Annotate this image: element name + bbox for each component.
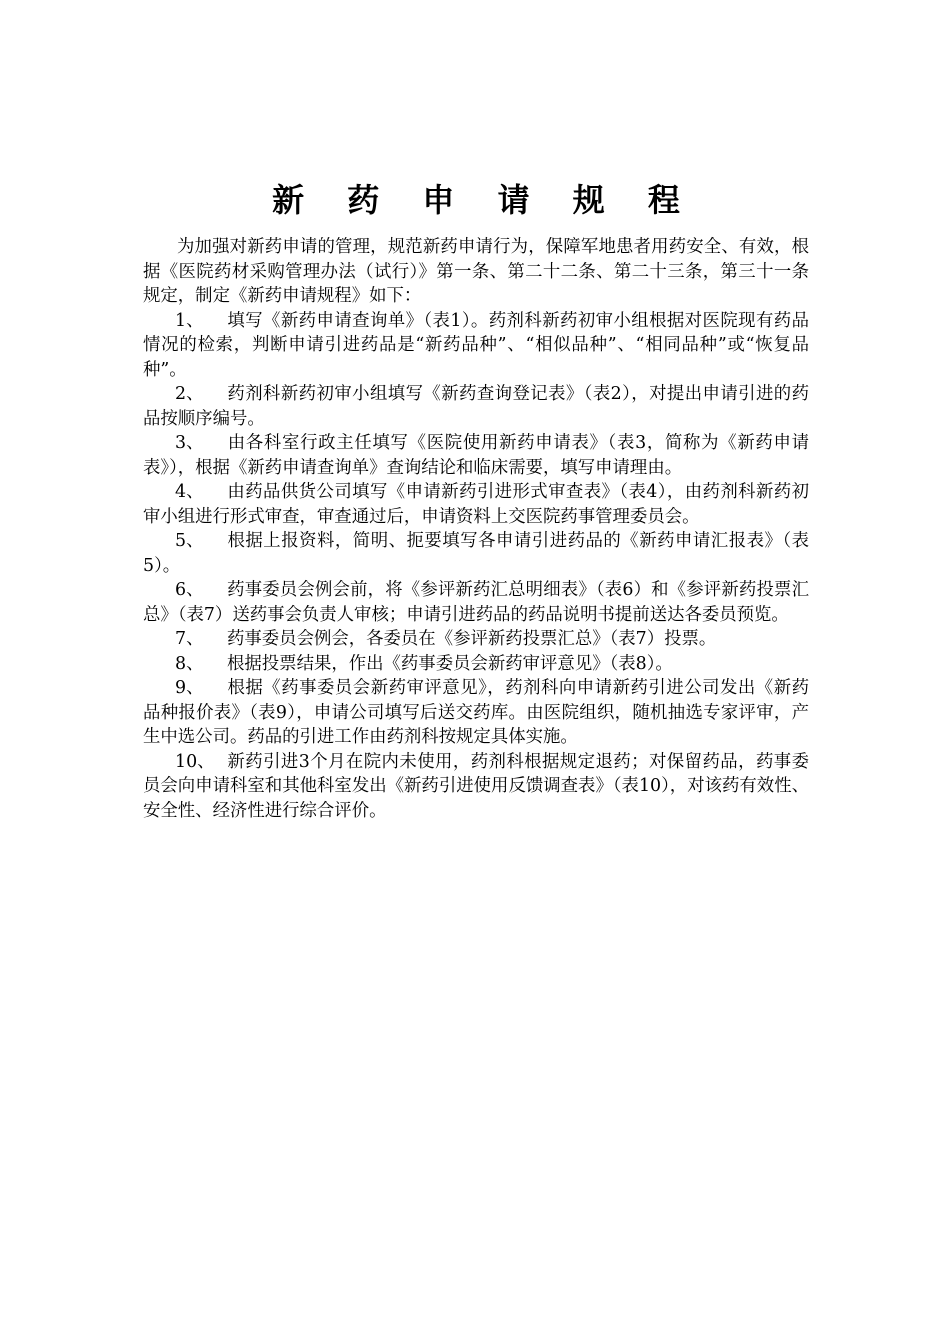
list-item [143,431,809,480]
item-number: 5、 [175,531,204,551]
item-text: 药事委员会例会，各委员在《参评新药投票汇总》（表7）投票。 [227,629,717,649]
item-text: 根据上报资料，简明、扼要填写各申请引进药品的《新药申请汇报表》（表5）。 [143,531,809,576]
item-number: 7、 [175,629,204,649]
document-title: 新 药 申 请 规 程 [272,181,696,219]
item-number: 4、 [175,482,204,502]
item-number: 1、 [175,310,204,331]
list-item [143,529,809,578]
item-number: 3、 [175,433,204,453]
item-number: 6、 [175,580,204,600]
item-text: 由各科室行政主任填写《医院使用新药申请表》（表3，简称为《新药申请表》），根据《新药申请查询单》查询结论和临床需要，填写申请理由。 [143,433,809,478]
list-item [143,309,809,383]
item-text: 新药引进3个月在院内未使用，药剂科根据规定退药；对保留药品，药事委员会向申请科室和其他科室发出《新药引进使用反馈调查表》（表10），对该药有效性、安全性、经济性进行综合评价。 [143,751,809,821]
list-item [143,652,809,677]
list-item [143,382,809,431]
item-number: 2、 [175,384,204,404]
item-text: 药事委员会例会前，将《参评新药汇总明细表》（表6）和《参评新药投票汇总》（表7）送药事会负责人审核；申请引进药品的药品说明书提前送达各委员预览。 [143,580,809,625]
list-item [143,676,809,750]
item-number: 10、 [175,751,215,772]
item-text: 填写《新药申请查询单》（表1）。药剂科新药初审小组根据对医院现有药品情况的检索，判断申请引进药品是“新药品种”、“相似品种”、“相同品种”或“恢复品种”。 [143,310,809,380]
list-item [143,627,809,652]
item-text: 根据《药事委员会新药审评意见》，药剂科向申请新药引进公司发出《新药品种报价表》（表9），申请公司填写后送交药库。由医院组织，随机抽选专家评审，产生中选公司。药品的引进工作由药剂科按规定具体实施。 [143,678,809,747]
document-page [143,178,809,823]
item-number: 8、 [175,653,204,674]
list-item [143,480,809,529]
intro-paragraph: 为加强对新药申请的管理，规范新药申请行为，保障军地患者用药安全、有效，根据《医院药材采购管理办法（试行）》第一条、第二十二条、第二十三条，第三十一条规定，制定《新药申请规程》如下： [143,237,809,306]
item-text: 根据投票结果，作出《药事委员会新药审评意见》（表8）。 [227,653,673,674]
item-text: 由药品供货公司填写《申请新药引进形式审查表》（表4），由药剂科新药初审小组进行形式审查，审查通过后，申请资料上交医院药事管理委员会。 [143,482,809,527]
list-item [143,750,809,824]
item-text: 药剂科新药初审小组填写《新药查询登记表》（表2），对提出申请引进的药品按顺序编号。 [143,384,809,429]
list-item [143,578,809,627]
item-number: 9、 [175,678,204,698]
